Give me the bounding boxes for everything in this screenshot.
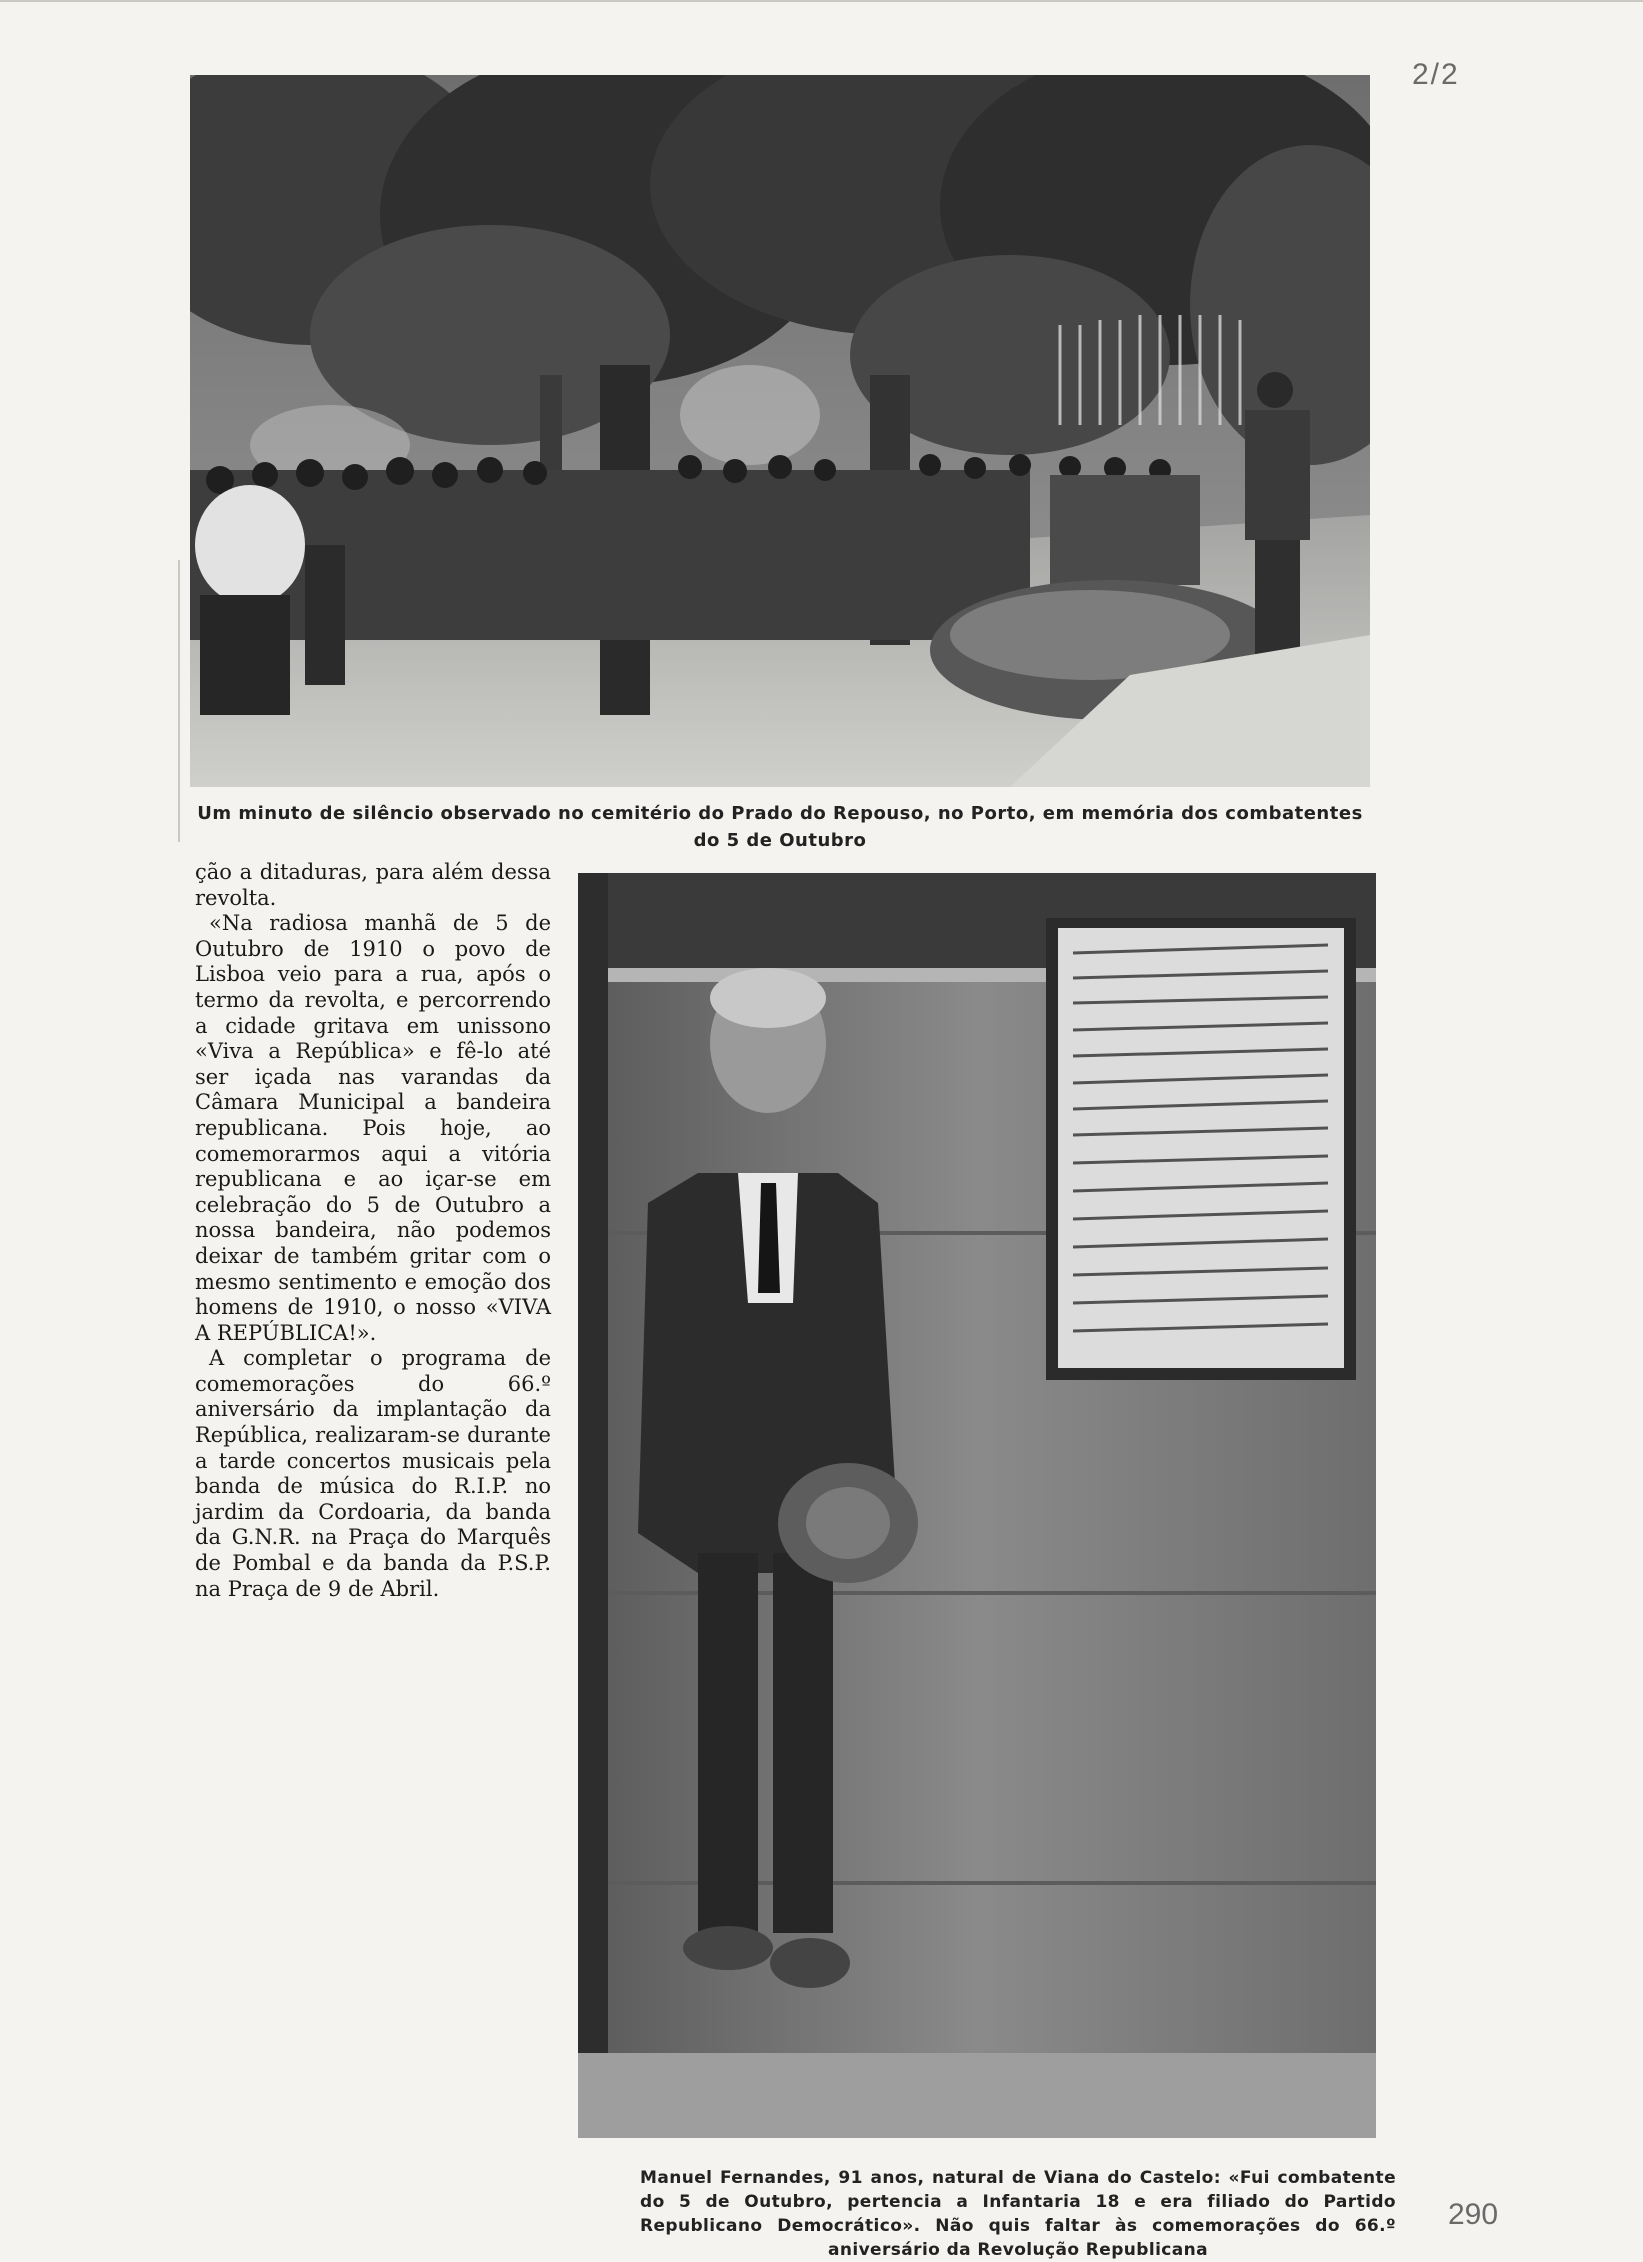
- paper-fold-line: [0, 0, 1643, 2]
- article-paragraph: «Na radiosa manhã de 5 de Outubro de 1910 o povo de Lisboa veio para a rua, após o termo da revolta, e percorrendo a cidade gritava em unissono «Viva a República» e fê-lo até ser içada nas varandas da Câmara Municipal a bandeira republicana. Pois hoje, ao comemorarmos aqui a vitória republicana e ao içar-se em celebração do 5 de Outubro a nossa bandeira, não podemos deixar de também gritar com o mesmo sentimento e emoção dos homens de 1910, o nosso «VIVA A REPÚBLICA!».: [195, 911, 551, 1345]
- clipping-edge-line: [178, 560, 180, 842]
- article-paragraph: A completar o programa de comemorações do 66.º aniversário da implantação da República, realizaram-se durante a tarde concertos musicais pela banda de música do R.I.P. no jardim da Cordoaria, da banda da G.N.R. na Praça do Marquês de Pombal e da banda da P.S.P. na Praça de 9 de Abril.: [195, 1346, 551, 1601]
- cemetery-crowd-photo: [190, 75, 1370, 787]
- article-text: [195, 860, 551, 1602]
- manuel-fernandes-portrait-photo: [578, 873, 1376, 2138]
- top-photo-caption: Um minuto de silêncio observado no cemitério do Prado do Repouso, no Porto, em memória dos combatentes do 5 de Outubro: [197, 803, 1363, 851]
- bottom-photo-caption: Manuel Fernandes, 91 anos, natural de Viana do Castelo: «Fui combatente do 5 de Outubro, pertencia a Infantaria 18 e era filiado do Partido Republicano Democrático». Não quis faltar às comemorações do 66.º aniversário da Revolução Republicana: [640, 2168, 1396, 2260]
- page-index: 2/2: [1412, 58, 1460, 91]
- page-number: 290: [1448, 2198, 1499, 2231]
- article-paragraph: ção a ditaduras, para além dessa revolta.: [195, 860, 551, 910]
